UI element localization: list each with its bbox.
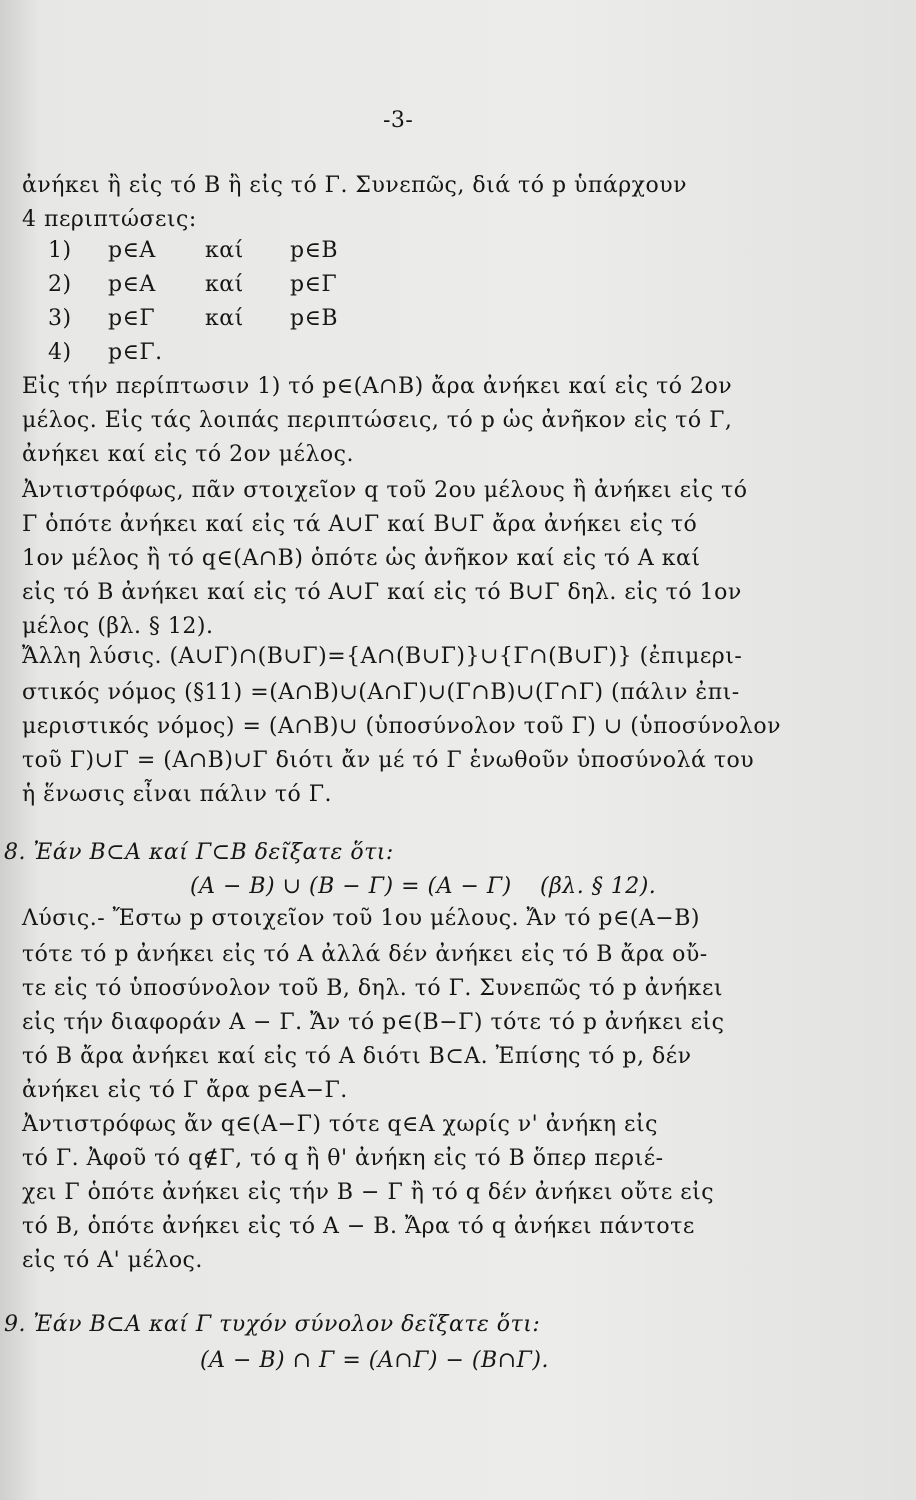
text-line: εἰς τήν διαφοράν Α − Γ. Ἄν τό p∈(B−Γ) τότε τό p ἀνήκει εἰς bbox=[22, 1010, 725, 1035]
case-conj: καί bbox=[205, 238, 244, 263]
text-line: Ἀντιστρόφως, πᾶν στοιχεῖον q τοῦ 2ου μέλους ἢ ἀνήκει εἰς τό bbox=[22, 478, 748, 503]
text-line: Εἰς τήν περίπτωσιν 1) τό p∈(A∩B) ἄρα ἀνήκει καί εἰς τό 2ον bbox=[22, 374, 733, 399]
text-line: 4 περιπτώσεις: bbox=[22, 207, 197, 232]
text-line: τε εἰς τό ὑποσύνολον τοῦ Β, δηλ. τό Γ. Συνεπῶς τό p ἀνήκει bbox=[22, 976, 723, 1001]
text-line: 1ον μέλος ἢ τό q∈(A∩B) ὁπότε ὡς ἀνῆκον καί εἰς τό Α καί bbox=[22, 546, 701, 571]
text-line: τό Β, ὁπότε ἀνήκει εἰς τό A − B. Ἄρα τό q ἀνήκει πάντοτε bbox=[22, 1214, 695, 1239]
text-line: μέλος (βλ. § 12). bbox=[22, 614, 214, 639]
text-line: Λύσις.- Ἔστω p στοιχεῖον τοῦ 1ου μέλους. Ἄν τό p∈(A−B) bbox=[22, 906, 700, 931]
case-expr: p∈Γ bbox=[108, 306, 156, 331]
text-line: στικός νόμος (§11) =(A∩B)∪(A∩Γ)∪(Γ∩B)∪(Γ∩Γ) (πάλιν ἐπι- bbox=[22, 680, 740, 705]
text-line: ἡ ἕνωσις εἶναι πάλιν τό Γ. bbox=[22, 782, 333, 807]
text-line: μέλος. Εἰς τάς λοιπάς περιπτώσεις, τό p ὡς ἀνῆκον εἰς τό Γ, bbox=[22, 408, 733, 433]
case-number: 2) bbox=[48, 272, 72, 297]
case-expr: p∈A bbox=[108, 238, 156, 263]
case-number: 1) bbox=[48, 238, 72, 263]
text-line: χει Γ ὁπότε ἀνήκει εἰς τήν B − Γ ἢ τό q δέν ἀνήκει οὔτε εἰς bbox=[22, 1180, 715, 1205]
case-conj: καί bbox=[205, 272, 244, 297]
text-line: Ἀντιστρόφως ἄν q∈(A−Γ) τότε q∈A χωρίς ν' ἀνήκη εἰς bbox=[22, 1112, 658, 1137]
text-line: ἀνήκει καί εἰς τό 2ον μέλος. bbox=[22, 442, 354, 467]
text-line: Ἄλλη λύσις. (A∪Γ)∩(B∪Γ)={A∩(B∪Γ)}∪{Γ∩(B∪Γ)} (ἐπιμερι- bbox=[22, 644, 743, 669]
page-number: -3- bbox=[383, 108, 414, 133]
case-expr: p∈Γ. bbox=[108, 340, 163, 365]
exercise-8-statement: 8. Ἐάν B⊂A καί Γ⊂B δεῖξατε ὅτι: bbox=[4, 840, 394, 865]
text-line: ἀνήκει ἢ εἰς τό Β ἢ εἰς τό Γ. Συνεπῶς, διά τό p ὑπάρχουν bbox=[22, 173, 687, 198]
exercise-8-reference: (βλ. § 12). bbox=[540, 874, 657, 899]
text-line: μεριστικός νόμος) = (A∩B)∪ (ὑποσύνολον τοῦ Γ) ∪ (ὑποσύνολον bbox=[22, 714, 781, 739]
exercise-9-formula: (A − B) ∩ Γ = (A∩Γ) − (B∩Γ). bbox=[200, 1348, 549, 1373]
text-line: ἀνήκει εἰς τό Γ ἄρα p∈A−Γ. bbox=[22, 1078, 348, 1103]
exercise-9-statement: 9. Ἐάν B⊂A καί Γ τυχόν σύνολον δεῖξατε ὅτι: bbox=[4, 1312, 541, 1337]
case-number: 4) bbox=[48, 340, 72, 365]
text-line: τό Β ἄρα ἀνήκει καί εἰς τό Α διότι B⊂A. Ἐπίσης τό p, δέν bbox=[22, 1044, 692, 1069]
text-line: Γ ὁπότε ἀνήκει καί εἰς τά A∪Γ καί B∪Γ ἄρα ἀνήκει εἰς τό bbox=[22, 512, 698, 537]
case-expr: p∈B bbox=[290, 306, 339, 331]
case-expr: p∈B bbox=[290, 238, 339, 263]
text-line: τότε τό p ἀνήκει εἰς τό Α ἀλλά δέν ἀνήκει εἰς τό Β ἄρα οὔ- bbox=[22, 942, 708, 967]
case-number: 3) bbox=[48, 306, 72, 331]
text-line: τό Γ. Ἀφοῦ τό q∉Γ, τό q ἢ θ' ἀνήκη εἰς τό Β ὅπερ περιέ- bbox=[22, 1146, 664, 1171]
case-expr: p∈Γ bbox=[290, 272, 338, 297]
exercise-8-formula: (A − B) ∪ (B − Γ) = (A − Γ) bbox=[190, 874, 512, 899]
text-line: εἰς τό Β ἀνήκει καί εἰς τό A∪Γ καί εἰς τό B∪Γ δηλ. εἰς τό 1ον bbox=[22, 580, 742, 605]
text-line: τοῦ Γ)∪Γ = (A∩B)∪Γ διότι ἄν μέ τό Γ ἑνωθοῦν ὑποσύνολά του bbox=[22, 748, 755, 773]
case-conj: καί bbox=[205, 306, 244, 331]
case-expr: p∈A bbox=[108, 272, 156, 297]
text-line: εἰς τό Α' μέλος. bbox=[22, 1248, 203, 1273]
